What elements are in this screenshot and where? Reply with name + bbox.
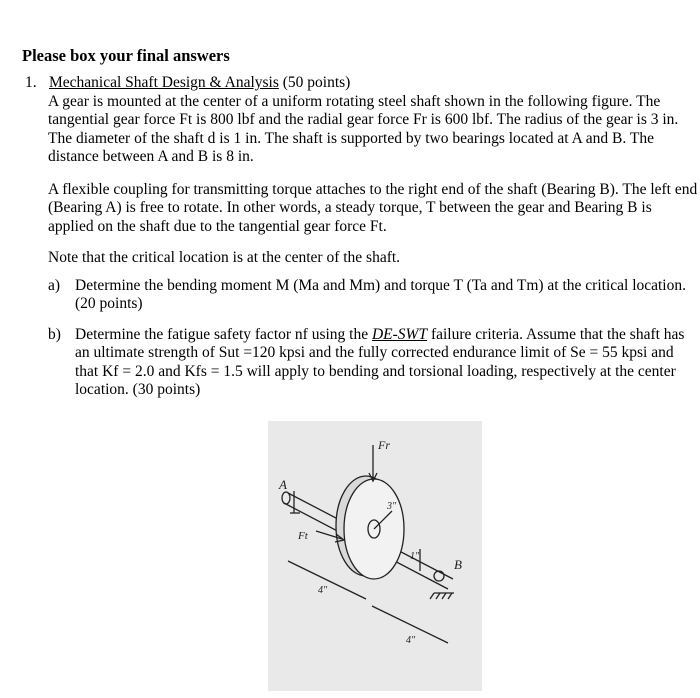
- label-b: B: [454, 557, 462, 572]
- problem-paragraph-1: A gear is mounted at the center of a uniform rotating steel shaft shown in the following figure. The tangential gear force Ft is 800 lbf and the radial gear force Fr is 600 lbf. The radius of the gear is 3 in. The diameter of the shaft d is 1 in. The shaft is supported by two bearings located at A and B. The distance between A and B is 8 in.: [48, 93, 679, 166]
- question-points: (50 points): [278, 74, 351, 91]
- problem-paragraph-3: Note that the critical location is at the center of the shaft.: [48, 249, 401, 266]
- failure-criteria: DE-SWT: [371, 326, 428, 343]
- label-left-distance: 4": [318, 585, 328, 596]
- shaft-figure: [268, 421, 482, 691]
- part-a-label: a): [48, 277, 61, 294]
- part-b-text-before: Determine the fatigue safety factor nf using the: [75, 326, 372, 343]
- part-b-label: b): [48, 326, 61, 343]
- shaft-sketch: [268, 421, 482, 691]
- part-b-text-after: failure criteria. Assume that the shaft has an ultimate strength of Sut =120 kpsi and the fully corrected endurance limit of Se = 55 kpsi and that Kf = 2.0 and Kfs = 1.5 will apply to bending and torsional loading, respectively at the center location. (30 points): [75, 326, 685, 399]
- label-diameter: 1": [410, 551, 420, 562]
- label-radius: 3": [387, 501, 397, 512]
- question-number: 1.: [25, 74, 37, 91]
- question-title: Mechanical Shaft Design & Analysis: [49, 74, 279, 91]
- problem-paragraph-2: A flexible coupling for transmitting torque attaches to the right end of the shaft (Bearing B). The left end (Bearing A) is free to rotate. In other words, a steady torque, T between the gear and Bearing B is applied on the shaft due to the tangential gear force Ft.: [48, 181, 698, 235]
- label-right-distance: 4": [406, 635, 416, 646]
- label-ft: Ft: [298, 530, 308, 542]
- part-b-text: [75, 326, 695, 400]
- question-title-line: [49, 74, 350, 92]
- label-a: A: [279, 477, 287, 492]
- page-header: Please box your final answers: [22, 46, 230, 65]
- label-fr: Fr: [378, 438, 390, 452]
- part-a-text: Determine the bending moment M (Ma and Mm) and torque T (Ta and Tm) at the critical location. (20 points): [75, 277, 686, 313]
